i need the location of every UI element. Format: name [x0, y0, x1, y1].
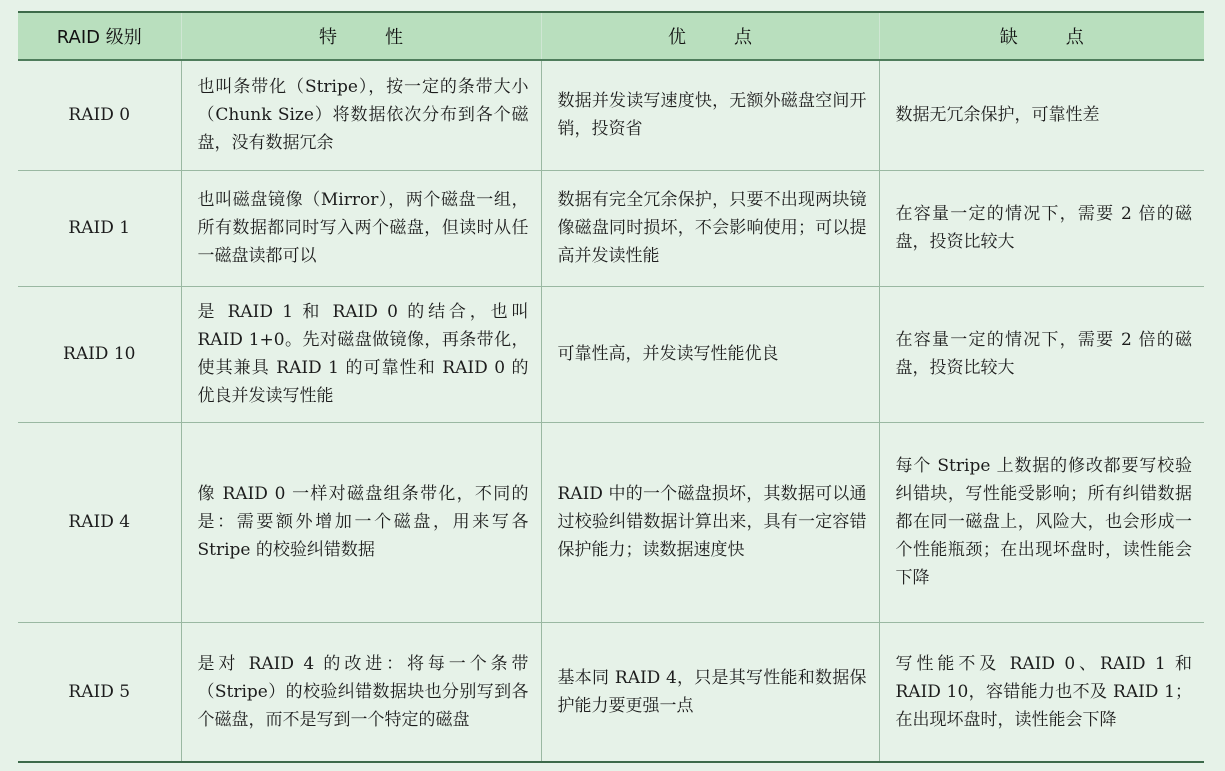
header-pros: 优点: [541, 12, 879, 60]
raid-comparison-table: [18, 11, 1204, 763]
cell-feature: 像 RAID 0 一样对磁盘组条带化，不同的是：需要额外增加一个磁盘，用来写各 Stripe 的校验纠错数据: [181, 422, 541, 622]
table-row-raid0: [18, 60, 1204, 170]
header-cons: 缺点: [879, 12, 1204, 60]
cell-pros: 数据并发读写速度快，无额外磁盘空间开销，投资省: [541, 60, 879, 170]
header-feature: 特性: [181, 12, 541, 60]
cell-level: RAID 5: [18, 622, 181, 762]
cell-level: RAID 10: [18, 286, 181, 422]
table-row-raid10: [18, 286, 1204, 422]
table-header-row: [18, 12, 1204, 60]
cell-pros: 基本同 RAID 4，只是其写性能和数据保护能力要更强一点: [541, 622, 879, 762]
cell-cons: 写性能不及 RAID 0、RAID 1 和 RAID 10，容错能力也不及 RAID 1；在出现坏盘时，读性能会下降: [879, 622, 1204, 762]
cell-feature: 也叫磁盘镜像（Mirror），两个磁盘一组，所有数据都同时写入两个磁盘，但读时从任一磁盘读都可以: [181, 170, 541, 286]
cell-level: RAID 0: [18, 60, 181, 170]
cell-feature: 是 RAID 1 和 RAID 0 的结合，也叫 RAID 1+0。先对磁盘做镜像，再条带化，使其兼具 RAID 1 的可靠性和 RAID 0 的优良并发读写性能: [181, 286, 541, 422]
header-raid-level: RAID 级别: [18, 12, 181, 60]
cell-cons: 每个 Stripe 上数据的修改都要写校验纠错块，写性能受影响；所有纠错数据都在同一磁盘上，风险大，也会形成一个性能瓶颈；在出现坏盘时，读性能会下降: [879, 422, 1204, 622]
cell-level: RAID 1: [18, 170, 181, 286]
table-row-raid5: [18, 622, 1204, 762]
cell-level: RAID 4: [18, 422, 181, 622]
table-row-raid4: [18, 422, 1204, 622]
table-row-raid1: [18, 170, 1204, 286]
cell-feature: 也叫条带化（Stripe），按一定的条带大小（Chunk Size）将数据依次分布到各个磁盘，没有数据冗余: [181, 60, 541, 170]
cell-pros: RAID 中的一个磁盘损坏，其数据可以通过校验纠错数据计算出来，具有一定容错保护能力；读数据速度快: [541, 422, 879, 622]
cell-pros: 数据有完全冗余保护，只要不出现两块镜像磁盘同时损坏，不会影响使用；可以提高并发读性能: [541, 170, 879, 286]
cell-cons: 在容量一定的情况下，需要 2 倍的磁盘，投资比较大: [879, 170, 1204, 286]
cell-cons: 数据无冗余保护，可靠性差: [879, 60, 1204, 170]
cell-pros: 可靠性高，并发读写性能优良: [541, 286, 879, 422]
cell-feature: 是对 RAID 4 的改进：将每一个条带（Stripe）的校验纠错数据块也分别写到各个磁盘，而不是写到一个特定的磁盘: [181, 622, 541, 762]
cell-cons: 在容量一定的情况下，需要 2 倍的磁盘，投资比较大: [879, 286, 1204, 422]
